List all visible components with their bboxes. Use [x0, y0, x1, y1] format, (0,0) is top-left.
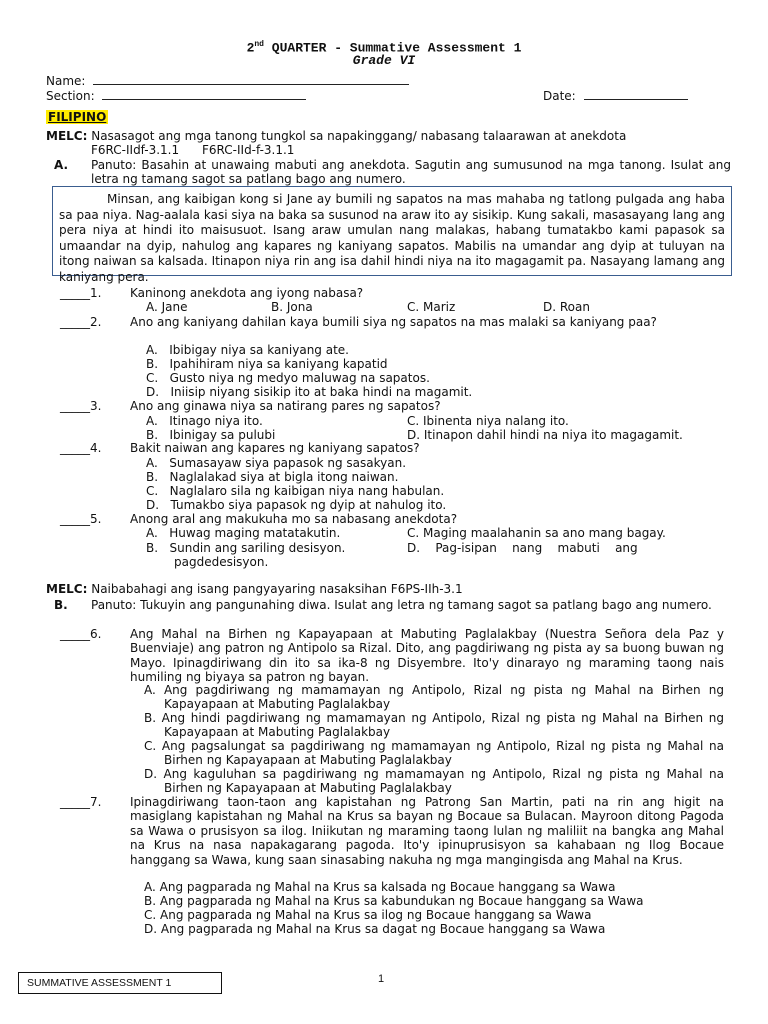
subject-label: FILIPINO	[48, 110, 107, 124]
q7-choice-a[interactable]: A. Ang pagparada ng Mahal na Krus sa kalsada ng Bocaue hanggang sa Wawa	[144, 880, 616, 894]
q4-choice-b[interactable]: B. Naglalakad siya at bigla itong naiwan.	[146, 470, 399, 484]
melc-a-codes: F6RC-IIdf-3.1.1 F6RC-IId-f-3.1.1	[91, 143, 295, 157]
q2-choice-c[interactable]: C. Gusto niya ng medyo maluwag na sapatos.	[146, 371, 430, 385]
q7-choice-c[interactable]: C. Ang pagparada ng Mahal na Krus sa ilog ng Bocaue hanggang sa Wawa	[144, 908, 592, 922]
q3-choice-a[interactable]: A. Itinago niya ito.	[146, 414, 263, 428]
page-title: 2nd QUARTER - Summative Assessment 1	[246, 40, 522, 56]
part-a-instruction: Panuto: Basahin at unawaing mabuti ang anekdota. Sagutin ang sumusunod na mga tanong. Isulat ang letra ng tamang sagot sa patlang bago ang numero.	[91, 158, 731, 187]
q4-choice-c[interactable]: C. Naglalaro sila ng kaibigan niya nang habulan.	[146, 484, 445, 498]
q7-choice-b[interactable]: B. Ang pagparada ng Mahal na Krus sa kabundukan ng Bocaue hanggang sa Wawa	[144, 894, 644, 908]
section-field[interactable]	[46, 88, 306, 103]
grade-level: Grade VI	[352, 53, 416, 68]
q3-choice-b[interactable]: B. Ibinigay sa pulubi	[146, 428, 276, 442]
q6-choice-d[interactable]: D. Ang kaguluhan sa pagdiriwang ng mamamayan ng Antipolo, Rizal ng pista ng Mahal na Birhen ng Kapayapaan at Mabuting Paglalakbay	[144, 767, 724, 796]
q6-choice-b[interactable]: B. Ang hindi pagdiriwang ng mamamayan ng Antipolo, Rizal ng pista ng Mahal na Birhen ng Kapayapaan at Mabuting Paglalakbay	[144, 711, 724, 740]
q6-number[interactable]: _____6.	[60, 627, 102, 641]
q6-choice-c[interactable]: C. Ang pagsalungat sa pagdiriwang ng mamamayan ng Antipolo, Rizal ng pista ng Mahal na Birhen ng Kapayapaan at Mabuting Paglalakbay	[144, 739, 724, 768]
q5-choice-a[interactable]: A. Huwag maging matatakutin.	[146, 526, 341, 540]
melc-a	[46, 129, 626, 143]
q1-choice-b[interactable]: B. Jona	[271, 300, 313, 314]
q2-choice-b[interactable]: B. Ipahihiram niya sa kaniyang kapatid	[146, 357, 388, 371]
melc-b-label: MELC:	[46, 582, 88, 596]
date-field[interactable]	[543, 88, 688, 103]
q2-number[interactable]: _____2.	[60, 315, 102, 329]
q6-text: Ang Mahal na Birhen ng Kapayapaan at Mabuting Paglalakbay (Nuestra Señora dela Paz y Buenviaje) ang patron ng Antipolo sa Rizal. Dito, ang pagdiriwang ng pista ay sa buong buwan ng Mayo. Ipinagdiriwang din ito sa ika-8 ng Disyembre. Ito'y dinarayo ng maraming taong nais humiling ng biyaya sa patron ng bayan.	[130, 627, 724, 685]
melc-a-label: MELC:	[46, 129, 88, 143]
q1-choice-c[interactable]: C. Mariz	[407, 300, 456, 314]
footer-label-box: SUMMATIVE ASSESSMENT 1	[18, 972, 222, 994]
q1-choice-a[interactable]: A. Jane	[146, 300, 188, 314]
q5-choice-d-cont: pagdedesisyon.	[174, 555, 269, 569]
part-a-letter: A.	[54, 158, 69, 172]
q4-choice-d[interactable]: D. Tumakbo siya papasok ng dyip at nahulog ito.	[146, 498, 447, 512]
section-label: Section:	[46, 89, 95, 103]
name-label: Name:	[46, 74, 86, 88]
date-blank[interactable]	[584, 88, 688, 100]
q4-text: Bakit naiwan ang kapares ng kaniyang sapatos?	[130, 441, 420, 455]
q1-text: Kaninong anekdota ang iyong nabasa?	[130, 286, 364, 300]
q4-choice-a[interactable]: A. Sumasayaw siya papasok ng sasakyan.	[146, 456, 407, 470]
q6-choice-a[interactable]: A. Ang pagdiriwang ng mamamayan ng Antipolo, Rizal ng pista ng Mahal na Birhen ng Kapayapaan at Mabuting Paglalakbay	[144, 683, 724, 712]
q3-text: Ano ang ginawa niya sa natirang pares ng sapatos?	[130, 399, 441, 413]
part-b-letter: B.	[54, 598, 68, 612]
q2-choice-a[interactable]: A. Ibibigay niya sa kaniyang ate.	[146, 343, 349, 357]
q3-choice-c[interactable]: C. Ibinenta niya nalang ito.	[407, 414, 569, 428]
melc-b-text: Naibabahagi ang isang pangyayaring nasaksihan F6PS-IIh-3.1	[91, 582, 463, 596]
anecdote-box	[52, 186, 732, 284]
melc-b	[46, 582, 463, 596]
q5-choice-d[interactable]: D. Pag-isipan nang mabuti ang	[407, 541, 638, 555]
name-blank[interactable]	[93, 73, 409, 85]
q5-choice-c[interactable]: C. Maging maalahanin sa ano mang bagay.	[407, 526, 666, 540]
page-number: 1	[378, 973, 385, 985]
q2-text: Ano ang kaniyang dahilan kaya bumili siya ng sapatos na mas malaki sa kaniyang paa?	[130, 315, 657, 329]
q1-choice-d[interactable]: D. Roan	[543, 300, 590, 314]
q1-number[interactable]: _____1.	[60, 286, 102, 300]
q7-number[interactable]: _____7.	[60, 795, 102, 809]
q7-choice-d[interactable]: D. Ang pagparada ng Mahal na Krus sa dagat ng Bocaue hanggang sa Wawa	[144, 922, 606, 936]
q3-choice-d[interactable]: D. Itinapon dahil hindi na niya ito magagamit.	[407, 428, 683, 442]
q5-text: Anong aral ang makukuha mo sa nabasang anekdota?	[130, 512, 458, 526]
q2-choice-d[interactable]: D. Iniisip niyang sisikip ito at baka hindi na magamit.	[146, 385, 473, 399]
name-field[interactable]	[46, 73, 409, 88]
section-blank[interactable]	[102, 88, 306, 100]
q7-text: Ipinagdiriwang taon-taon ang kapistahan ng Patrong San Martin, pati na rin ang higit na masiglang kapistahan ng Mahal na Krus sa bayan ng Bocaue sa Bulacan. Mayroon ditong Pagoda sa Wawa o prusisyon sa ilog. Iniikutan ng maraming taong lulan ng maliliit na bangka ang Mahal na Krus na nasa napakagarang pagoda. Ito'y ipinuprusisyon sa kahabaan ng Ilog Bocaue hanggang sa Wawa, kung saan sinasabing nakuha ng mga mangingisda ang Mahal na Krus.	[130, 795, 724, 867]
melc-a-text: Nasasagot ang mga tanong tungkol sa napakinggang/ nabasang talaarawan at anekdota	[91, 129, 627, 143]
q3-number[interactable]: _____3.	[60, 399, 102, 413]
q5-choice-b[interactable]: B. Sundin ang sariling desisyon.	[146, 541, 346, 555]
anecdote-text: Minsan, ang kaibigan kong si Jane ay bumili ng sapatos na mas mahaba ng tatlong pulgada ang haba sa paa niya. Nag-aalala kasi siya na baka sa susunod na araw ito ay sisikip. Kung sakali, masasayang lang ang pera niya at hindi ito maisusuot. Isang araw umulan nang malakas, habang tumatakbo kami papasok sa umaandar na dyip, nahulog ang kapares ng kaniyang sapatos. Mabilis na umandar ang dyip at tuluyan na itong naiwan sa kalsada. Itinapon niya rin ang isa dahil hindi niya na ito magagamit pa. Nasayang lamang ang kaniyang pera.	[59, 192, 725, 284]
part-b-instruction: Panuto: Tukuyin ang pangunahing diwa. Isulat ang letra ng tamang sagot sa patlang bago ang numero.	[91, 598, 712, 612]
q5-number[interactable]: _____5.	[60, 512, 102, 526]
q4-number[interactable]: _____4.	[60, 441, 102, 455]
date-label: Date:	[543, 89, 576, 103]
